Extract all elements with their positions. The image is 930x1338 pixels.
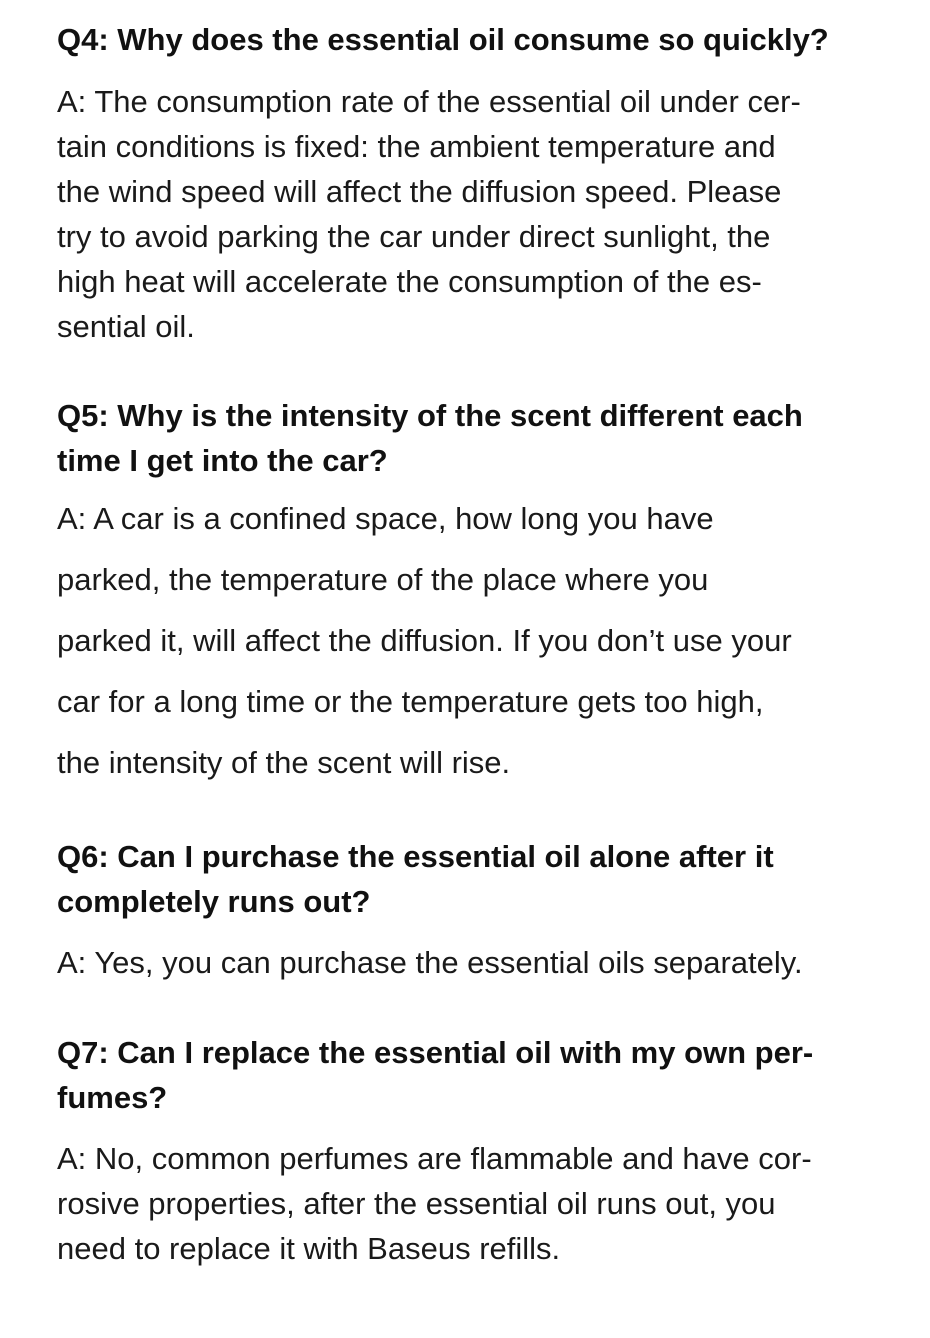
faq-item-q5	[57, 393, 803, 793]
faq-item-q7	[57, 1030, 813, 1271]
faq-answer: A: The consumption rate of the essential oil under cer- tain conditions is fixed: the ambient temperature and the wind speed will affect the diffusion speed. Please try to avoid parking the car under direct sunlight, the high heat will accelerate the consumption of the es- sential oil.	[57, 84, 801, 344]
faq-question: Q5: Why is the intensity of the scent different each time I get into the car?	[57, 398, 803, 478]
faq-item-q4	[57, 17, 829, 349]
faq-question: Q6: Can I purchase the essential oil alone after it completely runs out?	[57, 839, 774, 919]
faq-answer: A: No, common perfumes are flammable and have cor- rosive properties, after the essential oil runs out, you need to replace it with Baseus refills.	[57, 1141, 812, 1266]
faq-answer: A: Yes, you can purchase the essential oils separately.	[57, 945, 803, 980]
faq-item-q6	[57, 834, 803, 985]
faq-question: Q4: Why does the essential oil consume so quickly?	[57, 22, 829, 57]
faq-answer: A: A car is a confined space, how long you have parked, the temperature of the place where you parked it, will affect the diffusion. If you don’t use your car for a long time or the temperature gets too high, the intensity of the scent will rise.	[57, 501, 792, 780]
faq-question: Q7: Can I replace the essential oil with my own per- fumes?	[57, 1035, 814, 1115]
